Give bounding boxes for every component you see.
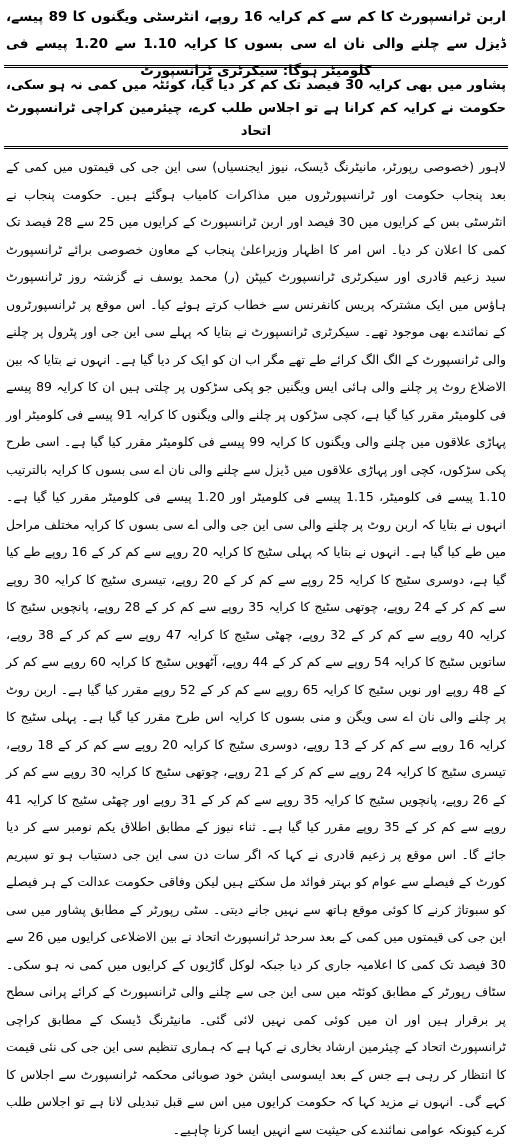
headline-divider-bottom [4, 67, 508, 68]
subheadline-divider-bottom [4, 148, 508, 149]
article-body: لاہور (خصوصی رپورٹر، مانیٹرنگ ڈیسک، نیوز ایجنسیاں) سی این جی کی قیمتوں میں کمی کے بعد پنجاب حکومت اور ٹرانسپورٹروں میں مذاکرات کامیاب ہوگئے ہیں۔ حکومت پنجاب نے انٹرسٹی بس کے کرایوں میں 30 فیصد اور اربن ٹرانسپورٹ کے کرایوں میں 25 سے 28 فیصد تک کمی کا اعلان کر دیا۔ اس امر کا اظہار وزیراعلیٰ پنجاب کے معاون خصوصی برائے ٹرانسپورٹ سید زعیم قادری اور سیکرٹری ٹرانسپورٹ کیپٹن (ر) محمد یوسف نے گزشتہ روز ٹرانسپورٹ ہاؤس میں ایک مشترکہ پریس کانفرنس سے خطاب کرتے ہوئے کیا۔ اس موقع پر ٹرانسپورٹروں کے نمائندے بھی موجود تھے۔ سیکرٹری ٹرانسپورٹ نے بتایا کہ پہلے سی این جی اور پٹرول پر چلنے والی ٹرانسپورٹ کے الگ الگ کرائے طے تھے مگر اب ان کو ایک کر دیا گیا ہے۔ انہوں نے بتایا کہ بین الاضلاع روٹ پر چلنے والی ہائی ایس ویگنیں جو پکی سڑکوں پر چلتی ہیں ان کا کرایہ 89 پیسے فی کلومیٹر مقرر کیا گیا ہے، کچی سڑکوں پر چلنے والی ویگنوں کا کرایہ 91 پیسے فی کلومیٹر اور پہاڑی علاقوں میں چلنے والی ویگنوں کا کرایہ 99 پیسے فی کلومیٹر مقرر کیا گیا ہے۔ اسی طرح پکی سڑکوں، کچی اور پہاڑی علاقوں میں ڈیزل سے چلنے والی نان اے سی بسوں کا کرایہ بالترتیب 1.10 پیسے فی کلومیٹر، 1.15 پیسے فی کلومیٹر اور 1.20 پیسے فی کلومیٹر مقرر کیا گیا ہے۔ انہوں نے بتایا کہ اربن روٹ پر چلنے والی سی این جی والی اے سی بسوں کا کرایہ مختلف مراحل میں طے کیا گیا ہے۔ انہوں نے بتایا کہ پہلی سٹیج کا کرایہ 20 روپے سے کم کر کے 16 روپے طے کیا گیا ہے، دوسری سٹیج کا کرایہ 25 روپے سے کم کر کے 20 روپے، تیسری سٹیج کا کرایہ 30 روپے سے کم کر کے 24 روپے، چوتھی سٹیج کا کرایہ 35 روپے سے کم کر کے 28 روپے، پانچویں سٹیج کا کرایہ 40 روپے سے کم کر کے 32 روپے، چھٹی سٹیج کا کرایہ 47 روپے سے کم کر کے 38 روپے، ساتویں سٹیج کا کرایہ 54 روپے سے کم کر کے 44 روپے، آٹھویں سٹیج کا کرایہ 60 روپے سے کم کر کے 48 روپے اور نویں سٹیج کا کرایہ 65 روپے سے کم کر کے 52 روپے مقرر کیا گیا ہے۔ اربن روٹ پر چلنے والی نان اے سی ویگن و منی بسوں کا کرایہ اس طرح مقرر کیا گیا ہے۔ پہلی سٹیج کا کرایہ 16 روپے سے کم کر کے 13 روپے، دوسری سٹیج کا کرایہ 20 روپے سے کم کر کے 18 روپے، تیسری سٹیج کا کرایہ 24 روپے سے کم کر کے 21 روپے، چوتھی سٹیج کا کرایہ 30 روپے سے کم کر کے 26 روپے، پانچویں سٹیج کا کرایہ 35 روپے سے کم کر کے 31 روپے اور چھٹی سٹیج کا کرایہ 41 روپے سے کم کر کے 35 روپے مقرر کیا گیا ہے۔ ثناء نیوز کے مطابق اطلاق یکم نومبر سے کر دیا جائے گا۔ اس موقع پر زعیم قادری نے کہا کہ اگر سات دن سی این جی دستیاب ہو تو سپریم کورٹ کے فیصلے سے عوام کو بہتر فوائد مل سکتے ہیں لیکن وفاقی حکومت عدالت کے ہر فیصلے کو سبوتاژ کرنے کا کوئی موقع ہاتھ سے نہیں جانے دیتی۔ سٹی رپورٹر کے مطابق پشاور میں سی این جی کی قیمتوں میں کمی کے بعد سرحد ٹرانسپورٹ اتحاد نے بین الاضلاعی کرایوں میں 26 سے 30 فیصد تک کمی کا اعلامیہ جاری کر دیا جبکہ لوکل گاڑیوں کے کرایوں میں کمی نہ ہو سکی۔ سٹاف رپورٹر کے مطابق کوئٹہ میں سی این جی سے چلنے والی ٹرانسپورٹ کے کرائے پرانی سطح پر برقرار ہیں اور ان میں کوئی کمی نہیں لائی گئی۔ مانیٹرنگ ڈیسک کے مطابق کراچی ٹرانسپورٹ اتحاد کے چیئرمین ارشاد بخاری نے کہا ہے کہ ہماری تنظیم سی این جی کی نئی قیمت کا انتظار کر رہی ہے جس کے بعد ایسوسی ایشن خود صوبائی محکمہ ٹرانسپورٹ سے اجلاس کا کہے گی۔ انہوں نے مزید کہا کہ حکومت کرایوں میں اس سے قبل تبدیلی لانا ہے تو اجلاس طلب کرے کیونکہ عوامی نمائندے کی حیثیت سے انہیں ایسا کرنا چاہیے۔ [6, 159, 507, 1137]
subheadline: پشاور میں بھی کرایہ 30 فیصد تک کم کر دیا گیا، کوئٹہ میں کمی نہ ہو سکی، حکومت نے کرایہ کم کرانا ہے تو اجلاس طلب کرے، چیئرمین کراچی ٹرانسپورٹ اتحاد [6, 78, 506, 139]
headline: اربن ٹرانسپورٹ کا کم سے کم کرایہ 16 روپے، انٹرسٹی ویگنوں کا 89 پیسے، ڈیزل سے چلنے والی نان اے سی بسوں کا کرایہ 1.10 سے 1.20 پیسے فی کلومیٹر ہوگا: سیکرٹری ٹرانسپورٹ [6, 9, 506, 79]
headline-divider-top [4, 65, 508, 66]
subheadline-divider-top [4, 146, 508, 147]
